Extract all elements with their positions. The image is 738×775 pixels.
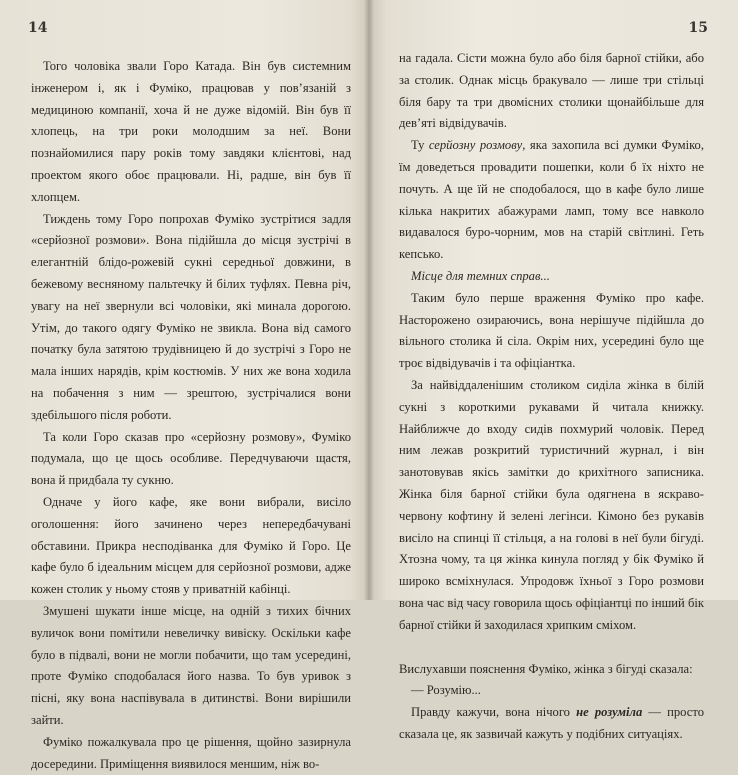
- page-number-right: 15: [688, 20, 708, 36]
- paragraph: Таким було перше враження Фуміко про кафе. Настороженo озираючись, вона нерішуче підійшла до вільного столика й сіла. Окрім них, усередині було ще троє відвідувачів і та офіціантка.: [399, 290, 704, 371]
- paragraph: Того чоловіка звали Горо Катада. Він був системним інженером і, як і Фуміко, працював у пов’язаній з медициною компанії, хоча й не дуже відомій. Він був її хлопець, на три роки молодшим за неї. Вони познайомилися пару років тому завдяки клієнтові, над проектом якого обоє працювали. Ні, радше, він був її хлопцем.: [31, 59, 351, 204]
- paragraph: Правду кажучи, вона нічого не розуміла — просто сказала це, як зазвичай кажуть у подібних ситуаціях.: [399, 705, 704, 741]
- paragraph: Змушені шукати інше місце, на одній з тихих бічних вуличок вони помітили невеличку вивіску. Оскільки кафе було в підвалі, вони не могли побачити, що там усередині, проте Фуміко сподобалася його назва. То був уривок з пісні, яку вона наспівувала в дитинстві. Вони вирішили зайти.: [31, 603, 351, 727]
- paragraph: Фуміко пожалкувала про це рішення, щойно зазирнула досередини. Приміщення виявилося меншим, ніж во-: [31, 734, 351, 771]
- right-page: [369, 0, 738, 741]
- paragraph: Ту серйозну розмову, яка захопила всі думки Фуміко, їм доведеться провадити пошепки, коли б їх ніхто не почуть. А ще їй не сподобалося, що в кафе було лише кілька накритих абажурами ламп, тому все навколо видавалося буро-чорним, мов на старій світлині. Геть кепсько.: [399, 138, 704, 262]
- page-number-left: 14: [28, 20, 48, 36]
- paragraph: Та коли Горо сказав про «серйозну розмову», Фуміко подумала, що це щось особливе. Передчуваючи щастя, вона й придбала ту сукню.: [31, 429, 351, 488]
- paragraph: — Розумію...: [411, 683, 481, 698]
- paragraph: За найвіддаленішим столиком сиділа жінка в білій сукні з короткими рукавами й читала книжку. Найближче до входу сидів похмурий чоловік. Перед ним лежав розкритий туристичний журнал, і він занотовував якісь замітки до крихітного записника. Жінка біля барної стійки була одягнена в яскраво-червону кофтину й зелені легінси. Кімоно без рукавів висіло на спинці її стільця, а на голові в неї були бігуді. Хтозна чому, та ця жінка кинула погляд у бік Фуміко й широко всміхнулася. Упродовж їхньої з Горо розмови вона час від часу говорила щось офіціантці по інший бік барної стійки й заходилася хрипким сміхом.: [399, 377, 704, 632]
- right-page-body: [399, 48, 704, 746]
- paragraph: Одначе у його кафе, яке вони вибрали, висіло оголошення: його зачинено через непередбачувані обставини. Прикра несподіванка для Фуміко й Горо. Це кафе було б ідеальним місцем для серйозної розмови, адже кожен столик у ньому стояв у приватній кабінці.: [31, 494, 351, 597]
- paragraph: Вислухавши пояснення Фуміко, жінка з бігуді сказала:: [399, 661, 693, 676]
- left-page: [0, 0, 369, 771]
- paragraph: Місце для темних справ...: [411, 268, 550, 283]
- paragraph: на гадала. Сісти можна було або біля барної стійки, або за столик. Однак місць бракувало — лише три стільці біля бару та три двомісних столики щонайбільше для дев’яті відвідувачів.: [399, 51, 704, 131]
- paragraph: Тиждень тому Горо попрохав Фуміко зустрітися задля «серйозної розмови». Вона підійшла до місця зустрічі в елегантній блідо-рожевій сукні середньої довжини, в бежевому весняному пальтечку й білих туфлях. Певна річ, увагу на неї звернули всі чоловіки, які минала дорогою. Утім, до такого одягу Фуміко не звикла. Вона від самого початку була затятою трудівницею й до зустрічі з Горо не мала інших нарядів, крім костюмів. У них же вона ходила на побачення з ним — зрештою, зустрічалися вони здебільшого після роботи.: [31, 211, 351, 422]
